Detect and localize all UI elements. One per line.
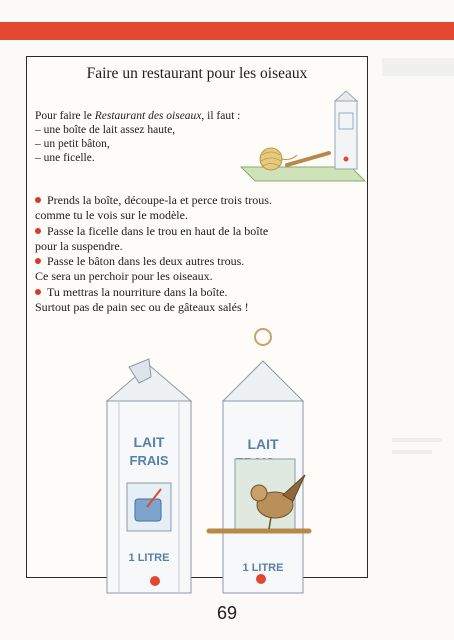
page-title: Faire un restaurant pour les oiseaux <box>86 65 308 82</box>
red-bullet-icon <box>35 289 41 295</box>
materials-illustration <box>217 89 367 189</box>
page-number: 69 <box>216 603 238 623</box>
carton-label-lait: LAIT <box>133 434 165 450</box>
step-line: pour la suspendre. <box>35 238 123 253</box>
intro-line <box>35 109 240 123</box>
step-line: Tu mettras la nourriture dans la boîte. <box>35 285 272 300</box>
step-line: Ce sera un perchoir pour les oiseaux. <box>35 269 213 284</box>
milk-carton-right-illustration <box>205 325 315 597</box>
intro-suffix: , il faut : <box>201 110 241 122</box>
materials-intro <box>35 109 240 165</box>
bleed-through-shadow <box>382 58 454 578</box>
red-bullet-icon <box>35 258 41 264</box>
carton-label-litre: 1 LITRE <box>242 562 284 574</box>
instructions <box>35 193 272 315</box>
top-red-band <box>0 22 454 40</box>
material-item: – une ficelle. <box>35 152 95 164</box>
step-line: Prends la boîte, découpe-la et perce trois trous. <box>35 193 272 208</box>
material-item: – un petit bâton, <box>35 138 110 150</box>
carton-label-lait: LAIT <box>247 436 279 452</box>
carton-label-frais: FRAIS <box>129 453 169 468</box>
red-bullet-icon <box>35 228 41 234</box>
carton-label-litre: 1 LITRE <box>128 552 170 564</box>
step-line: Surtout pas de pain sec ou de gâteaux salés ! <box>35 300 249 315</box>
intro-prefix: Pour faire le <box>35 110 95 122</box>
material-item: – une boîte de lait assez haute, <box>35 124 176 136</box>
milk-carton-left-illustration <box>99 357 199 597</box>
intro-italic-name: Restaurant des oiseaux <box>94 110 202 122</box>
step-line: Passe le bâton dans les deux autres trous. <box>35 254 272 269</box>
red-bullet-icon <box>35 197 41 203</box>
step-line: comme tu le vois sur le modèle. <box>35 208 188 223</box>
step-line: Passe la ficelle dans le trou en haut de la boîte <box>35 224 272 239</box>
content-frame <box>26 56 368 578</box>
